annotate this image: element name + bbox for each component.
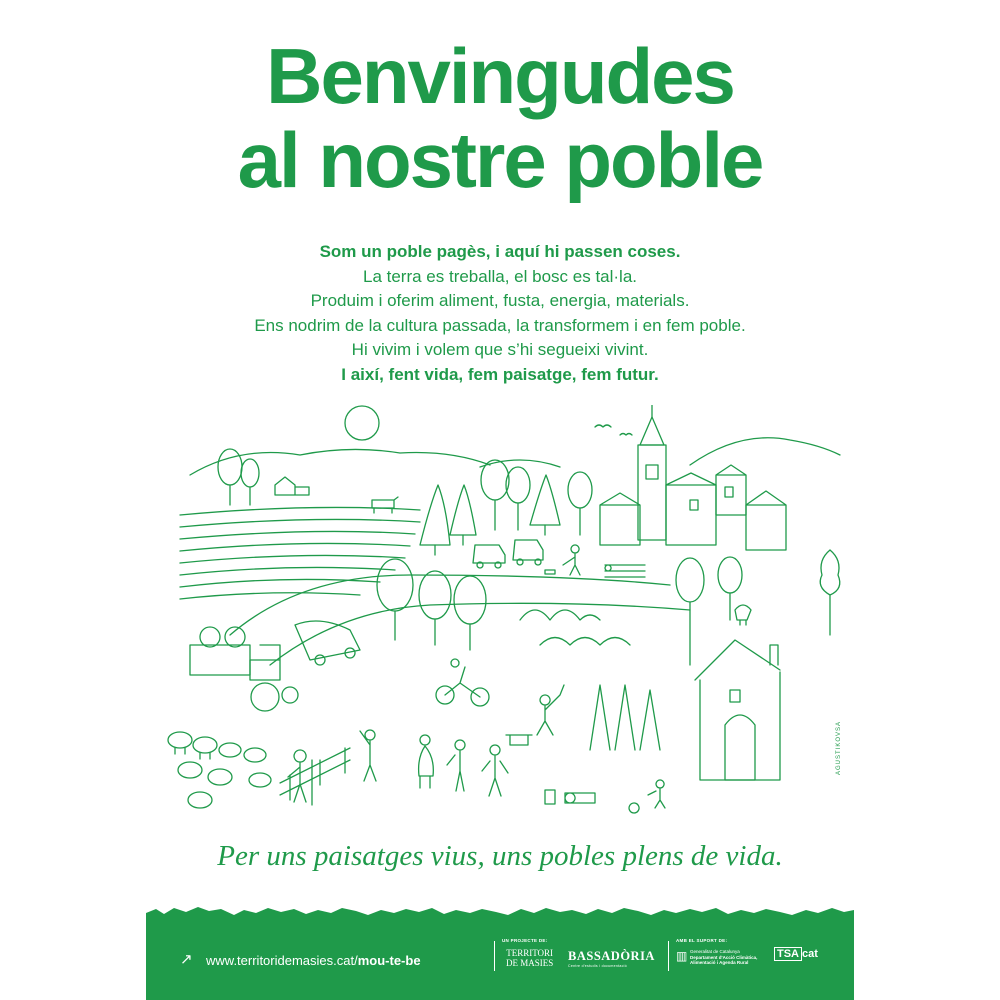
intro-line-4: Ens nodrim de la cultura passada, la transformem i en fem poble. xyxy=(254,315,746,335)
farmer-icon xyxy=(537,685,564,735)
generalitat-emblem-icon: ▥ xyxy=(676,949,688,963)
intro-line-2: La terra es treballa, el bosc es tal·la. xyxy=(362,266,638,286)
tree-right xyxy=(820,550,840,635)
intro-line-3: Produim i oferim aliment, fusta, energia, materials. xyxy=(310,291,690,310)
url-path: mou-te-be xyxy=(357,953,421,968)
village-illustration xyxy=(150,405,850,835)
intro-line-6: I així, fent vida, fem paisatge, fem futur. xyxy=(341,364,659,384)
tagline: Per uns paisatges vius, uns pobles plens de vida. xyxy=(217,840,783,872)
tsacat-box: TSA xyxy=(774,947,802,961)
rooster-icon xyxy=(735,605,751,625)
footer-divider xyxy=(494,941,495,971)
title-line-1: Benvingudes xyxy=(266,32,734,120)
bird-icon xyxy=(595,425,611,427)
child-icon xyxy=(629,780,665,813)
support-label: AMB EL SUPORT DE: xyxy=(676,938,728,943)
log-pile xyxy=(605,565,645,577)
fence xyxy=(280,748,350,800)
car-icon xyxy=(295,621,360,660)
sun-icon xyxy=(345,406,379,440)
pot-icon xyxy=(506,735,532,745)
generalitat-line2: Departament d'Acció Climàtica, xyxy=(690,954,758,960)
sheep-icons xyxy=(168,732,271,808)
title-line-2: al nostre poble xyxy=(237,116,763,204)
generalitat-line1: Generalitat de Catalunya xyxy=(690,949,740,954)
tree-group xyxy=(481,460,592,535)
territori-logo-line2: DE MASIES xyxy=(506,958,554,968)
tsacat-suffix: cat xyxy=(802,948,818,960)
bassadoria-subtitle: Centre d'estudis i documentació xyxy=(568,964,627,968)
generalitat-line3: Alimentació i Agenda Rural xyxy=(690,960,749,965)
people-group xyxy=(360,730,508,796)
generalitat-logo xyxy=(690,949,757,966)
bushes xyxy=(520,610,630,645)
garden-poles xyxy=(590,685,660,750)
masia-icon xyxy=(695,640,780,780)
hill-right xyxy=(690,438,840,465)
link-arrow-icon: ↗ xyxy=(180,951,193,968)
farmhouse-far xyxy=(275,477,309,495)
territori-logo-line1: TERRITORI xyxy=(506,948,554,958)
bird-icon xyxy=(620,434,632,436)
tree-left xyxy=(218,449,259,505)
person-dog-icon xyxy=(545,545,580,575)
cyclist-icon xyxy=(436,659,489,706)
van-icons xyxy=(473,540,543,568)
project-label: UN PROJECTE DE: xyxy=(502,938,548,943)
tsacat-logo xyxy=(774,948,818,960)
footer-divider xyxy=(668,941,669,971)
hill-left xyxy=(190,449,490,475)
crate-icon xyxy=(545,790,595,804)
intro-text xyxy=(0,240,1000,387)
url-base: www.territoridemasies.cat/ xyxy=(206,953,358,968)
poster-title xyxy=(0,34,1000,202)
territori-logo xyxy=(506,948,553,968)
plowed-field xyxy=(180,507,420,599)
intro-line-1: Som un poble pagès, i aquí hi passen coses. xyxy=(319,242,681,261)
bassadoria-logo: BASSADÒRIA xyxy=(568,949,655,963)
tractor-icon xyxy=(190,627,298,711)
church-icon xyxy=(600,405,786,550)
website-link[interactable] xyxy=(206,953,421,968)
footer-band xyxy=(146,905,854,1000)
cow-icon xyxy=(372,497,398,513)
illustrator-signature: AGUSTIKOVSA xyxy=(836,720,842,775)
intro-line-5: Hi vivim i volem que s’hi segueixi vivint. xyxy=(351,340,649,359)
